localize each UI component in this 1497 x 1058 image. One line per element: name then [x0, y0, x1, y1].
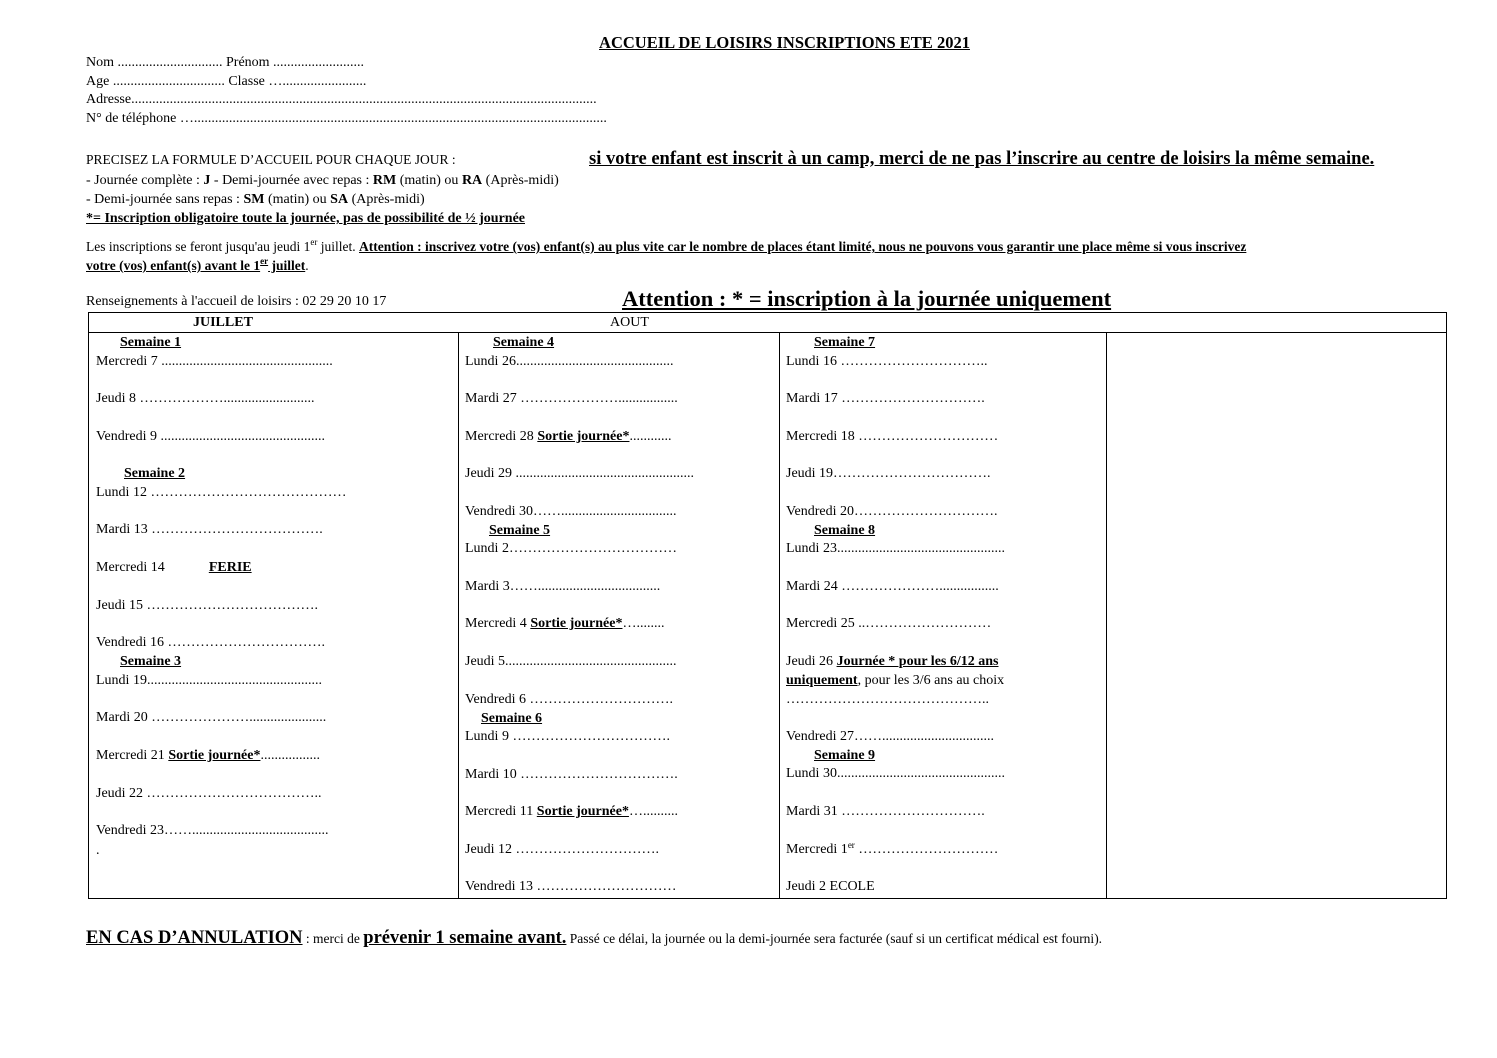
day-entry[interactable]: Vendredi 16 ……………………………. — [96, 635, 326, 650]
page-title: ACCUEIL DE LOISIRS INSCRIPTIONS ETE 2021 — [599, 33, 970, 52]
notice-line-1: Les inscriptions se feront jusqu'au jeudi 1er juillet. Attention : inscrivez votre (vos) enfant(s) au plus vite car le nombre de places étant limité, nous ne pouvons vous garantir une place même si vous inscrivez — [86, 237, 1247, 254]
week-heading: Semaine 2 — [124, 466, 186, 481]
day-entry[interactable]: Mercredi 14 FERIE — [96, 560, 252, 575]
week-heading: Semaine 9 — [814, 748, 876, 763]
day-entry[interactable]: Jeudi 22 ……………………………….. — [96, 786, 322, 801]
day-entry[interactable]: Jeudi 19……………………………. — [786, 466, 991, 481]
info-phone: Renseignements à l'accueil de loisirs : 02 29 20 10 17 — [86, 294, 387, 309]
day-entry[interactable]: Lundi 2……………………………… — [465, 541, 677, 556]
day-entry[interactable]: Lundi 12 …………………………………… — [96, 485, 347, 500]
day-entry[interactable]: Mercredi 25 ..……………………… — [786, 616, 992, 631]
day-entry[interactable]: Mardi 10 ……………………………. — [465, 767, 678, 782]
day-entry[interactable]: Mercredi 21 Sortie journée*................. — [96, 748, 320, 763]
day-entry[interactable]: Vendredi 27……................................ — [786, 729, 995, 744]
day-entry[interactable]: Lundi 16 ………………………….. — [786, 354, 988, 369]
formula-line-2: - Demi-journée sans repas : SM (matin) ou SA (Après-midi) — [86, 192, 425, 207]
phone-field[interactable]: N° de téléphone …...................................................................................................................... — [86, 111, 607, 126]
day-entry[interactable]: Mercredi 1er ………………………… — [786, 840, 999, 857]
week-heading: Semaine 3 — [120, 654, 182, 669]
day-entry[interactable]: Vendredi 20…………………………. — [786, 504, 998, 519]
day-entry[interactable]: Mardi 31 …………………………. — [786, 804, 985, 819]
day-entry[interactable]: Jeudi 8 ……………….......................... — [96, 391, 315, 406]
day-entry[interactable]: Mardi 20 …………………...................... — [96, 710, 327, 725]
day-entry[interactable]: uniquement, pour les 3/6 ans au choix — [786, 673, 1005, 688]
month-august: AOUT — [610, 315, 649, 330]
table-header-divider — [88, 332, 1447, 333]
day-entry[interactable]: Mardi 13 ………………………………. — [96, 522, 323, 537]
day-entry[interactable]: Jeudi 5................................................. — [465, 654, 677, 669]
day-entry[interactable]: Vendredi 6 …………………………. — [465, 692, 674, 707]
day-entry[interactable]: Jeudi 26 Journée * pour les 6/12 ans — [786, 654, 999, 669]
age-field[interactable]: Age ................................ Classe …........................ — [86, 74, 367, 89]
day-entry[interactable]: Lundi 23................................................ — [786, 541, 1005, 556]
formula-obligation-note: *= Inscription obligatoire toute la journée, pas de possibilité de ½ journée — [86, 211, 525, 226]
day-entry[interactable]: Lundi 9 ……………………………. — [465, 729, 670, 744]
day-entry[interactable]: Mercredi 11 Sortie journée*….......... — [465, 804, 678, 819]
week-heading: Semaine 8 — [814, 523, 876, 538]
day-entry[interactable]: Jeudi 12 …………………………. — [465, 842, 660, 857]
formula-line-1: - Journée complète : J - Demi-journée avec repas : RM (matin) ou RA (Après-midi) — [86, 173, 559, 188]
table-col-divider-1 — [458, 332, 459, 899]
attention-banner: Attention : * = inscription à la journée uniquement — [622, 286, 1112, 311]
day-entry[interactable]: Lundi 30................................................ — [786, 766, 1005, 781]
day-entry[interactable]: Mercredi 4 Sortie journée*…........ — [465, 616, 665, 631]
day-entry[interactable]: Mardi 27 …………………................. — [465, 391, 678, 406]
week-heading: Semaine 7 — [814, 335, 876, 350]
day-entry[interactable]: Lundi 19.................................................. — [96, 673, 322, 688]
day-entry[interactable]: Mercredi 28 Sortie journée*............ — [465, 429, 672, 444]
name-field[interactable]: Nom .............................. Prénom .......................... — [86, 55, 365, 70]
month-july: JUILLET — [193, 315, 253, 330]
outing-label: Sortie journée* — [537, 429, 630, 444]
address-field[interactable]: Adresse..................................................................................................................................... — [86, 92, 597, 107]
day-entry[interactable]: Mardi 17 …………………………. — [786, 391, 985, 406]
day-entry[interactable]: Vendredi 9 ............................................... — [96, 429, 326, 444]
outing-label: Sortie journée* — [536, 804, 629, 819]
day-entry[interactable]: Mercredi 18 ………………………… — [786, 429, 999, 444]
day-entry[interactable]: Vendredi 23……....................................... — [96, 823, 329, 838]
day-entry[interactable]: Vendredi 13 ………………………… — [465, 879, 677, 894]
day-entry[interactable]: Jeudi 15 ………………………………. — [96, 598, 319, 613]
day-entry[interactable]: Mardi 24 …………………................. — [786, 579, 999, 594]
day-entry[interactable]: Vendredi 30……................................. — [465, 504, 677, 519]
week-heading: Semaine 5 — [489, 523, 551, 538]
holiday-label: FERIE — [208, 560, 252, 575]
day-entry[interactable]: Lundi 26............................................. — [465, 354, 674, 369]
outing-label: uniquement — [786, 673, 858, 688]
formula-label: PRECISEZ LA FORMULE D’ACCUEIL POUR CHAQUE JOUR : — [86, 152, 456, 167]
week-heading: Semaine 1 — [120, 335, 182, 350]
table-col-divider-3 — [1106, 332, 1107, 899]
day-entry[interactable]: Mardi 3……................................... — [465, 579, 661, 594]
day-entry[interactable]: Jeudi 2 ECOLE — [786, 879, 875, 894]
week-heading: Semaine 6 — [481, 711, 543, 726]
outing-label: Sortie journée* — [530, 616, 623, 631]
trailing-dot: . — [96, 843, 100, 858]
notice-line-2: votre (vos) enfant(s) avant le 1er juillet. — [86, 256, 309, 273]
week-heading: Semaine 4 — [493, 335, 555, 350]
outing-label: Sortie journée* — [168, 748, 261, 763]
outing-label: Journée * pour les 6/12 ans — [836, 654, 999, 669]
table-col-divider-2 — [779, 332, 780, 899]
day-entry[interactable]: …………………………………….. — [786, 692, 989, 707]
camp-warning: si votre enfant est inscrit à un camp, merci de ne pas l’inscrire au centre de loisirs la même semaine. — [589, 149, 1375, 169]
day-entry[interactable]: Jeudi 29 ................................................... — [465, 466, 695, 481]
day-entry[interactable]: Mercredi 7 ................................................. — [96, 354, 333, 369]
cancellation-note: EN CAS D’ANNULATION : merci de prévenir 1 semaine avant. Passé ce délai, la journée ou la demi-journée sera facturée (sauf si un certificat médical est fourni). — [86, 928, 1103, 948]
